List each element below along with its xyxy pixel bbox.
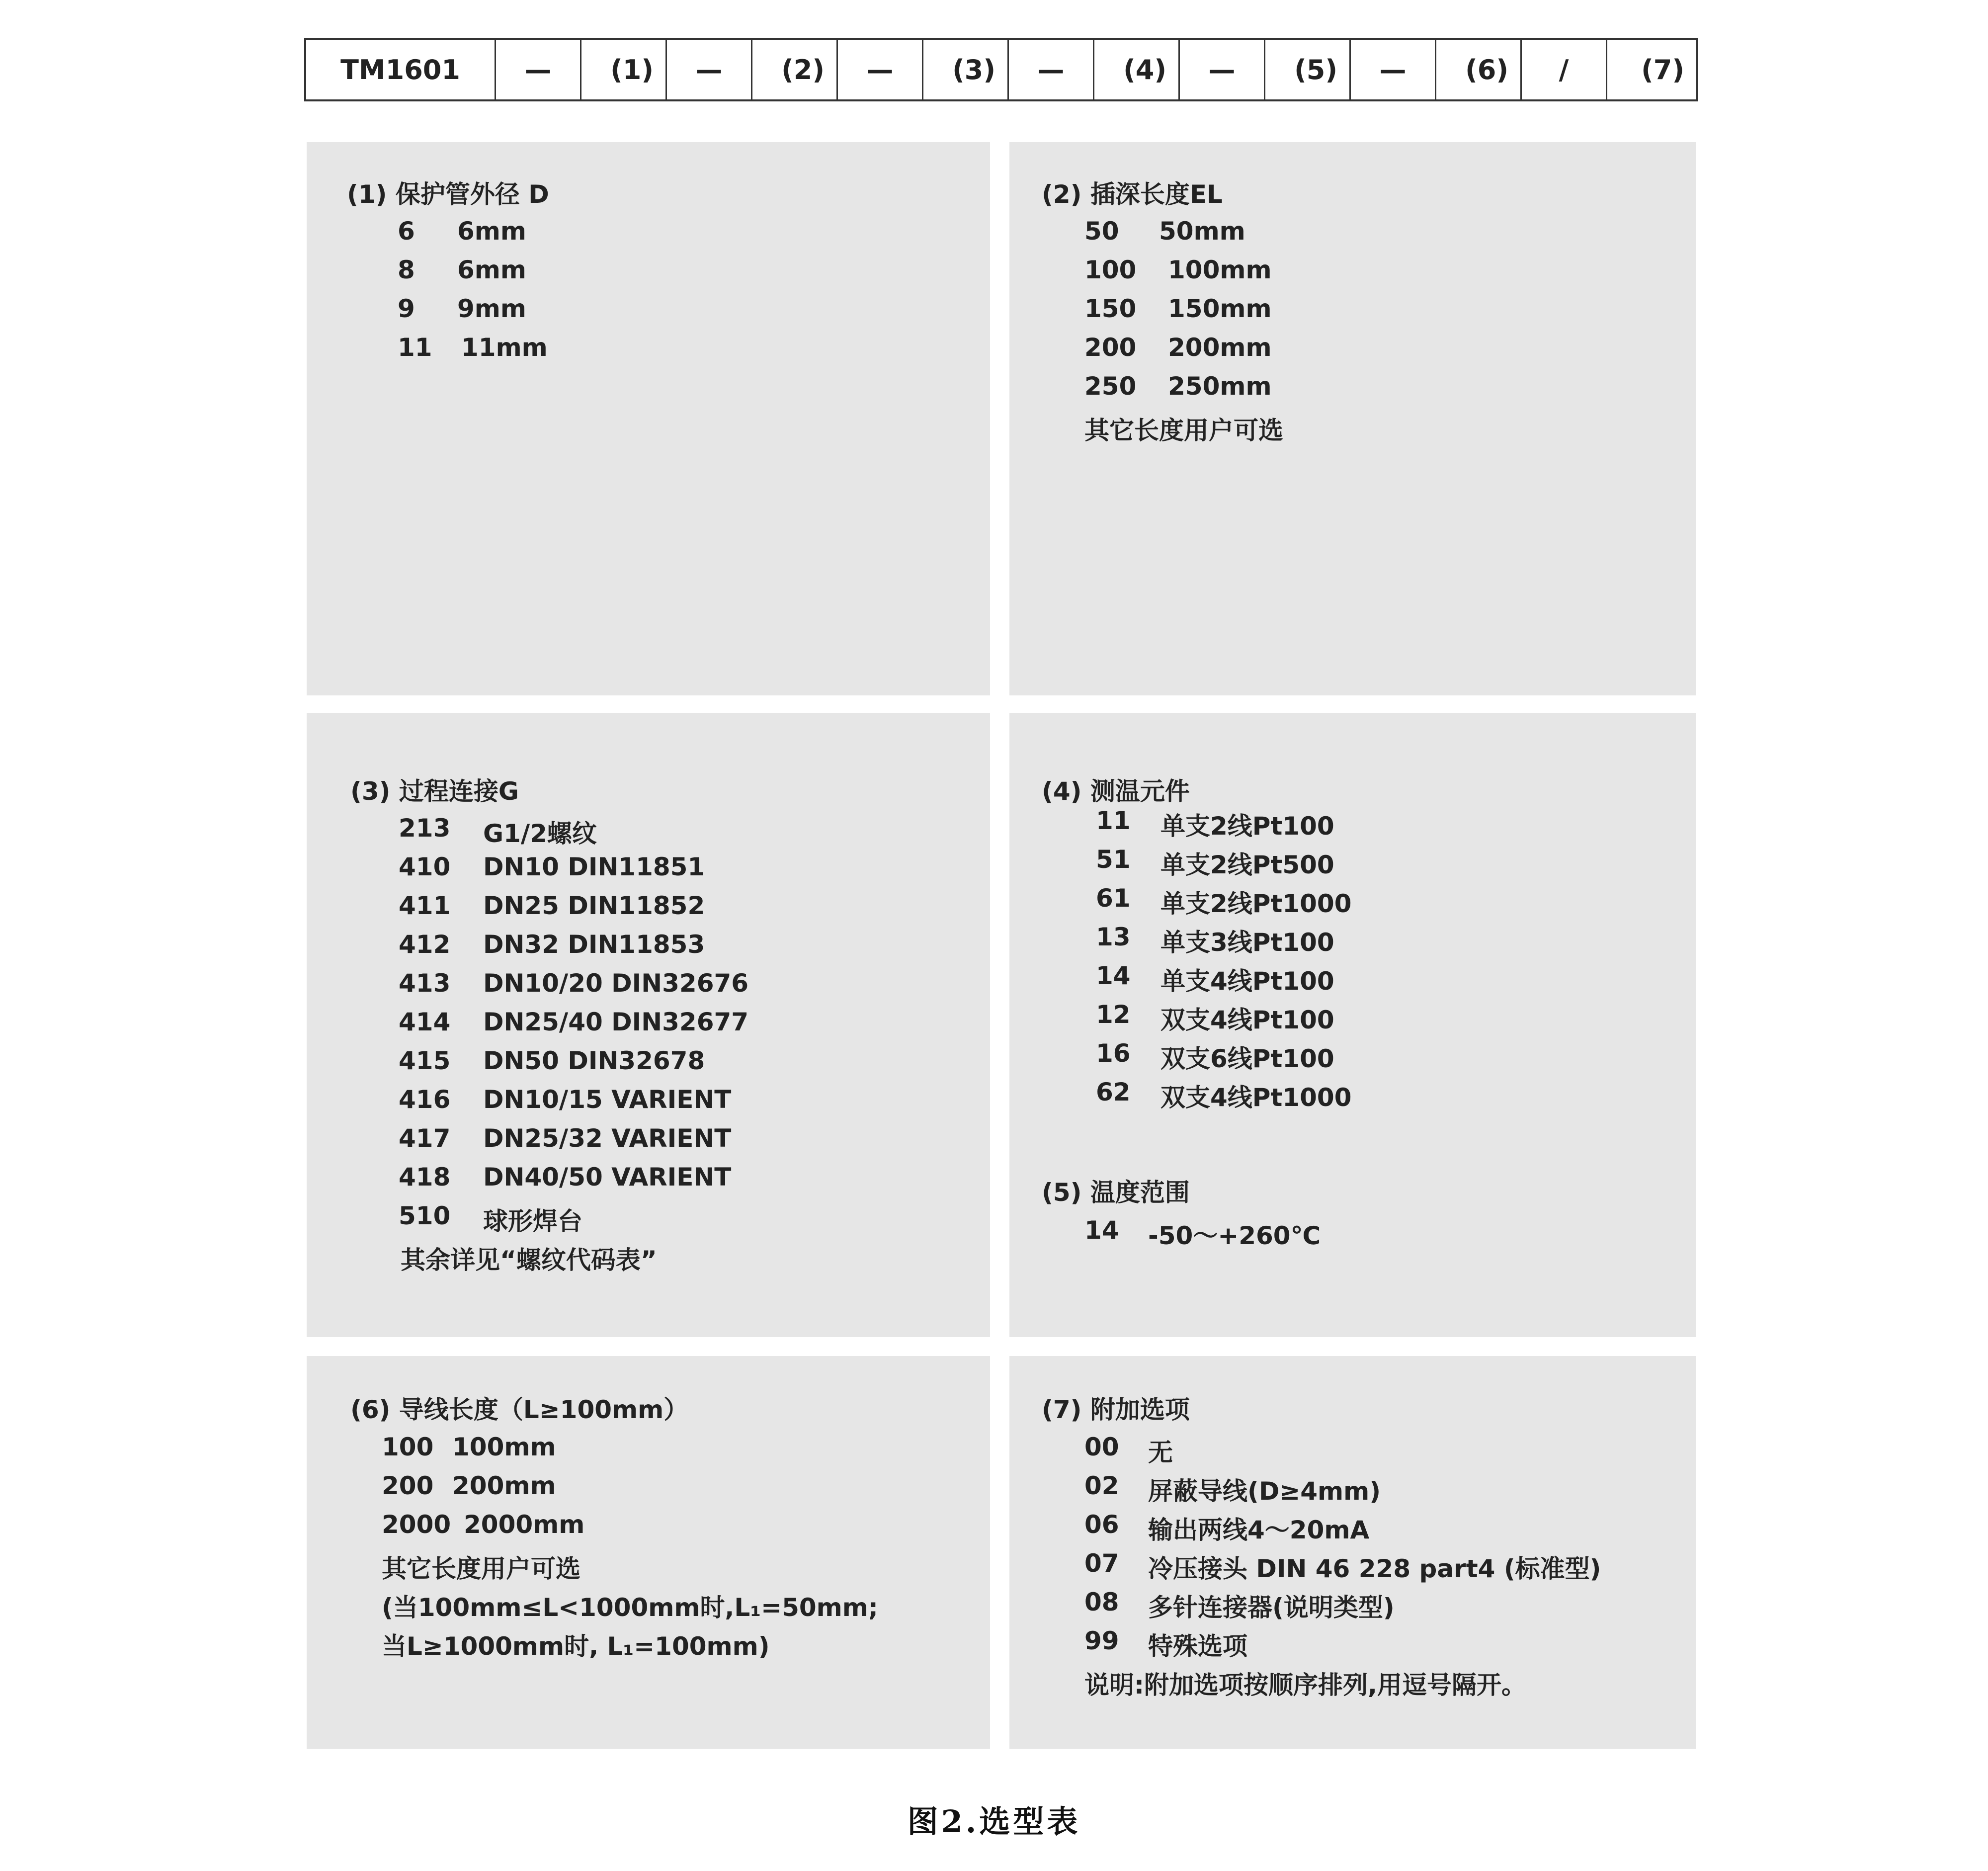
option-7-cell: (7) [1641,54,1684,85]
option-code: 417 [399,1124,451,1153]
option-row [399,1201,582,1236]
option-desc: 11mm [461,333,548,362]
option-row [1096,884,1352,918]
option-row [1096,923,1334,957]
option-3-cell: (3) [923,40,1009,99]
option-desc: 100mm [1168,255,1272,284]
option-desc: 特殊选项 [1148,1632,1247,1661]
separator-cell: — [667,40,752,99]
option-code: 213 [399,814,451,843]
separator-cell: — [1351,40,1436,99]
option-row [1096,806,1334,841]
option-desc: 双支4线Pt1000 [1160,1083,1352,1112]
section-title: (5) 温度范围 [1042,1178,1190,1207]
option-code: 200 [382,1471,434,1500]
option-row [382,1471,556,1500]
option-row [399,930,705,959]
section-note: 其它长度用户可选 [382,1554,580,1583]
option-row [398,255,526,284]
option-row [1096,1000,1334,1034]
option-code: 415 [399,1046,451,1075]
option-code: 51 [1096,845,1131,874]
option-6-cell: (6) [1436,40,1522,99]
option-row [1084,217,1245,246]
option-code: 100 [1084,255,1137,284]
option-code: 07 [1084,1549,1119,1578]
section-note: (当100mm≤L<1000mm时,L₁=50mm; [382,1593,878,1622]
option-code: 08 [1084,1588,1119,1616]
option-row [399,1163,732,1191]
option-desc: DN40/50 VARIENT [483,1163,732,1191]
option-code: 413 [399,969,451,998]
option-row [1084,1549,1601,1583]
option-row [398,294,526,323]
option-row [398,333,548,362]
section-title: (7) 附加选项 [1042,1395,1190,1424]
model-code-bar [304,38,1698,101]
option-row [1084,255,1272,284]
option-desc: 200mm [452,1471,556,1500]
option-desc: 球形焊台 [483,1207,582,1236]
option-row [1096,961,1334,996]
separator-cell: — [1180,40,1265,99]
option-row [1084,1471,1381,1506]
option-code: 250 [1084,372,1137,401]
option-row [399,1008,749,1036]
option-desc: DN10/15 VARIENT [483,1085,732,1114]
option-desc: DN25/32 VARIENT [483,1124,732,1153]
panel-additional-options [1009,1356,1696,1749]
option-row [399,852,705,881]
option-desc: DN50 DIN32678 [483,1046,705,1075]
section-note: 其它长度用户可选 [1084,416,1283,445]
section-note: 说明:附加选项按顺序排列,用逗号隔开。 [1084,1671,1526,1700]
option-desc: 单支2线Pt1000 [1160,889,1352,918]
option-code: 11 [1096,806,1131,835]
option-row [1096,845,1334,879]
option-desc: 单支2线Pt100 [1160,812,1334,841]
option-row [1084,333,1272,362]
option-row [398,217,526,246]
option-1-cell: (1) [581,40,667,99]
option-code: 14 [1096,961,1131,990]
option-row [1084,1433,1173,1467]
option-desc: 2000mm [464,1510,585,1539]
separator-cell: — [496,40,581,99]
panel-process-connection [307,713,990,1337]
option-desc: DN32 DIN11853 [483,930,705,959]
option-code: 16 [1096,1039,1131,1068]
option-row [399,814,597,848]
option-code: 411 [399,891,451,920]
separator-cell: — [1009,40,1094,99]
option-code: 06 [1084,1510,1119,1539]
option-desc: 无 [1148,1438,1173,1467]
option-5-cell: (5) [1265,40,1351,99]
option-desc: 单支3线Pt100 [1160,928,1334,957]
separator-cell: — [838,40,923,99]
option-row [399,1124,732,1153]
option-row [399,891,705,920]
option-row [1084,294,1272,323]
option-desc: 双支6线Pt100 [1160,1044,1334,1073]
option-code: 9 [398,294,415,323]
option-desc: -50～+260℃ [1148,1221,1321,1250]
option-code: 200 [1084,333,1137,362]
option-code: 418 [399,1163,451,1191]
section-title: (1) 保护管外径 D [347,180,549,209]
section-title: (4) 测温元件 [1042,777,1190,806]
option-row [1084,1510,1370,1544]
option-desc: DN10 DIN11851 [483,852,705,881]
option-code: 13 [1096,923,1131,951]
option-desc: 200mm [1168,333,1272,362]
option-row [1096,1039,1334,1073]
option-row [1084,1216,1321,1250]
section-title: (3) 过程连接G [350,777,519,806]
option-desc: 9mm [457,294,526,323]
option-row [382,1433,556,1461]
option-code: 99 [1084,1626,1119,1655]
option-desc: G1/2螺纹 [483,819,597,848]
section-note: 其余详见“螺纹代码表” [401,1246,657,1275]
option-desc: 输出两线4～20mA [1148,1516,1370,1544]
option-desc: DN10/20 DIN32676 [483,969,749,998]
option-code: 414 [399,1008,451,1036]
model-prefix-cell: TM1601 [306,40,496,99]
option-2-cell: (2) [752,40,838,99]
panel-insertion-length [1009,142,1696,695]
option-desc: 250mm [1168,372,1272,401]
slash-separator-cell: / [1522,40,1607,99]
option-desc: 双支4线Pt100 [1160,1006,1334,1034]
option-desc: 150mm [1168,294,1272,323]
option-code: 62 [1096,1078,1131,1106]
option-code: 00 [1084,1433,1119,1461]
option-code: 61 [1096,884,1131,913]
option-code: 510 [399,1201,451,1230]
option-row [1084,1588,1395,1622]
option-desc: 单支4线Pt100 [1160,967,1334,996]
option-desc: 50mm [1159,217,1245,246]
option-desc: DN25 DIN11852 [483,891,705,920]
panel-sensor-element [1009,713,1696,1337]
section-title: (6) 导线长度（L≥100mm） [350,1395,689,1424]
option-code: 2000 [382,1510,451,1539]
option-code: 50 [1084,217,1119,246]
option-code: 410 [399,852,451,881]
option-desc: 多针连接器(说明类型) [1148,1593,1395,1622]
option-code: 412 [399,930,451,959]
option-desc: 100mm [452,1433,556,1461]
option-code: 11 [398,333,432,362]
option-desc: 冷压接头 DIN 46 228 part4 (标准型) [1148,1554,1601,1583]
option-row [382,1510,585,1539]
option-desc: 屏蔽导线(D≥4mm) [1148,1477,1381,1506]
option-code: 8 [398,255,415,284]
option-code: 14 [1084,1216,1119,1245]
option-row [399,1046,705,1075]
option-4-cell: (4) [1094,40,1180,99]
option-code: 150 [1084,294,1137,323]
option-code: 6 [398,217,415,246]
panel-outer-diameter [307,142,990,695]
option-row [399,969,749,998]
option-code: 02 [1084,1471,1119,1500]
option-desc: DN25/40 DIN32677 [483,1008,749,1036]
figure-caption: 图2.选型表 [907,1803,1081,1840]
section-note: 当L≥1000mm时, L₁=100mm) [382,1632,770,1661]
option-row [1084,372,1272,401]
panel-lead-length [307,1356,990,1749]
option-desc: 6mm [457,255,526,284]
option-code: 100 [382,1433,434,1461]
option-row [1084,1626,1247,1661]
section-title: (2) 插深长度EL [1042,180,1223,209]
option-row [1096,1078,1352,1112]
option-desc: 6mm [457,217,526,246]
option-code: 416 [399,1085,451,1114]
option-row [399,1085,732,1114]
option-desc: 单支2线Pt500 [1160,850,1334,879]
option-code: 12 [1096,1000,1131,1029]
